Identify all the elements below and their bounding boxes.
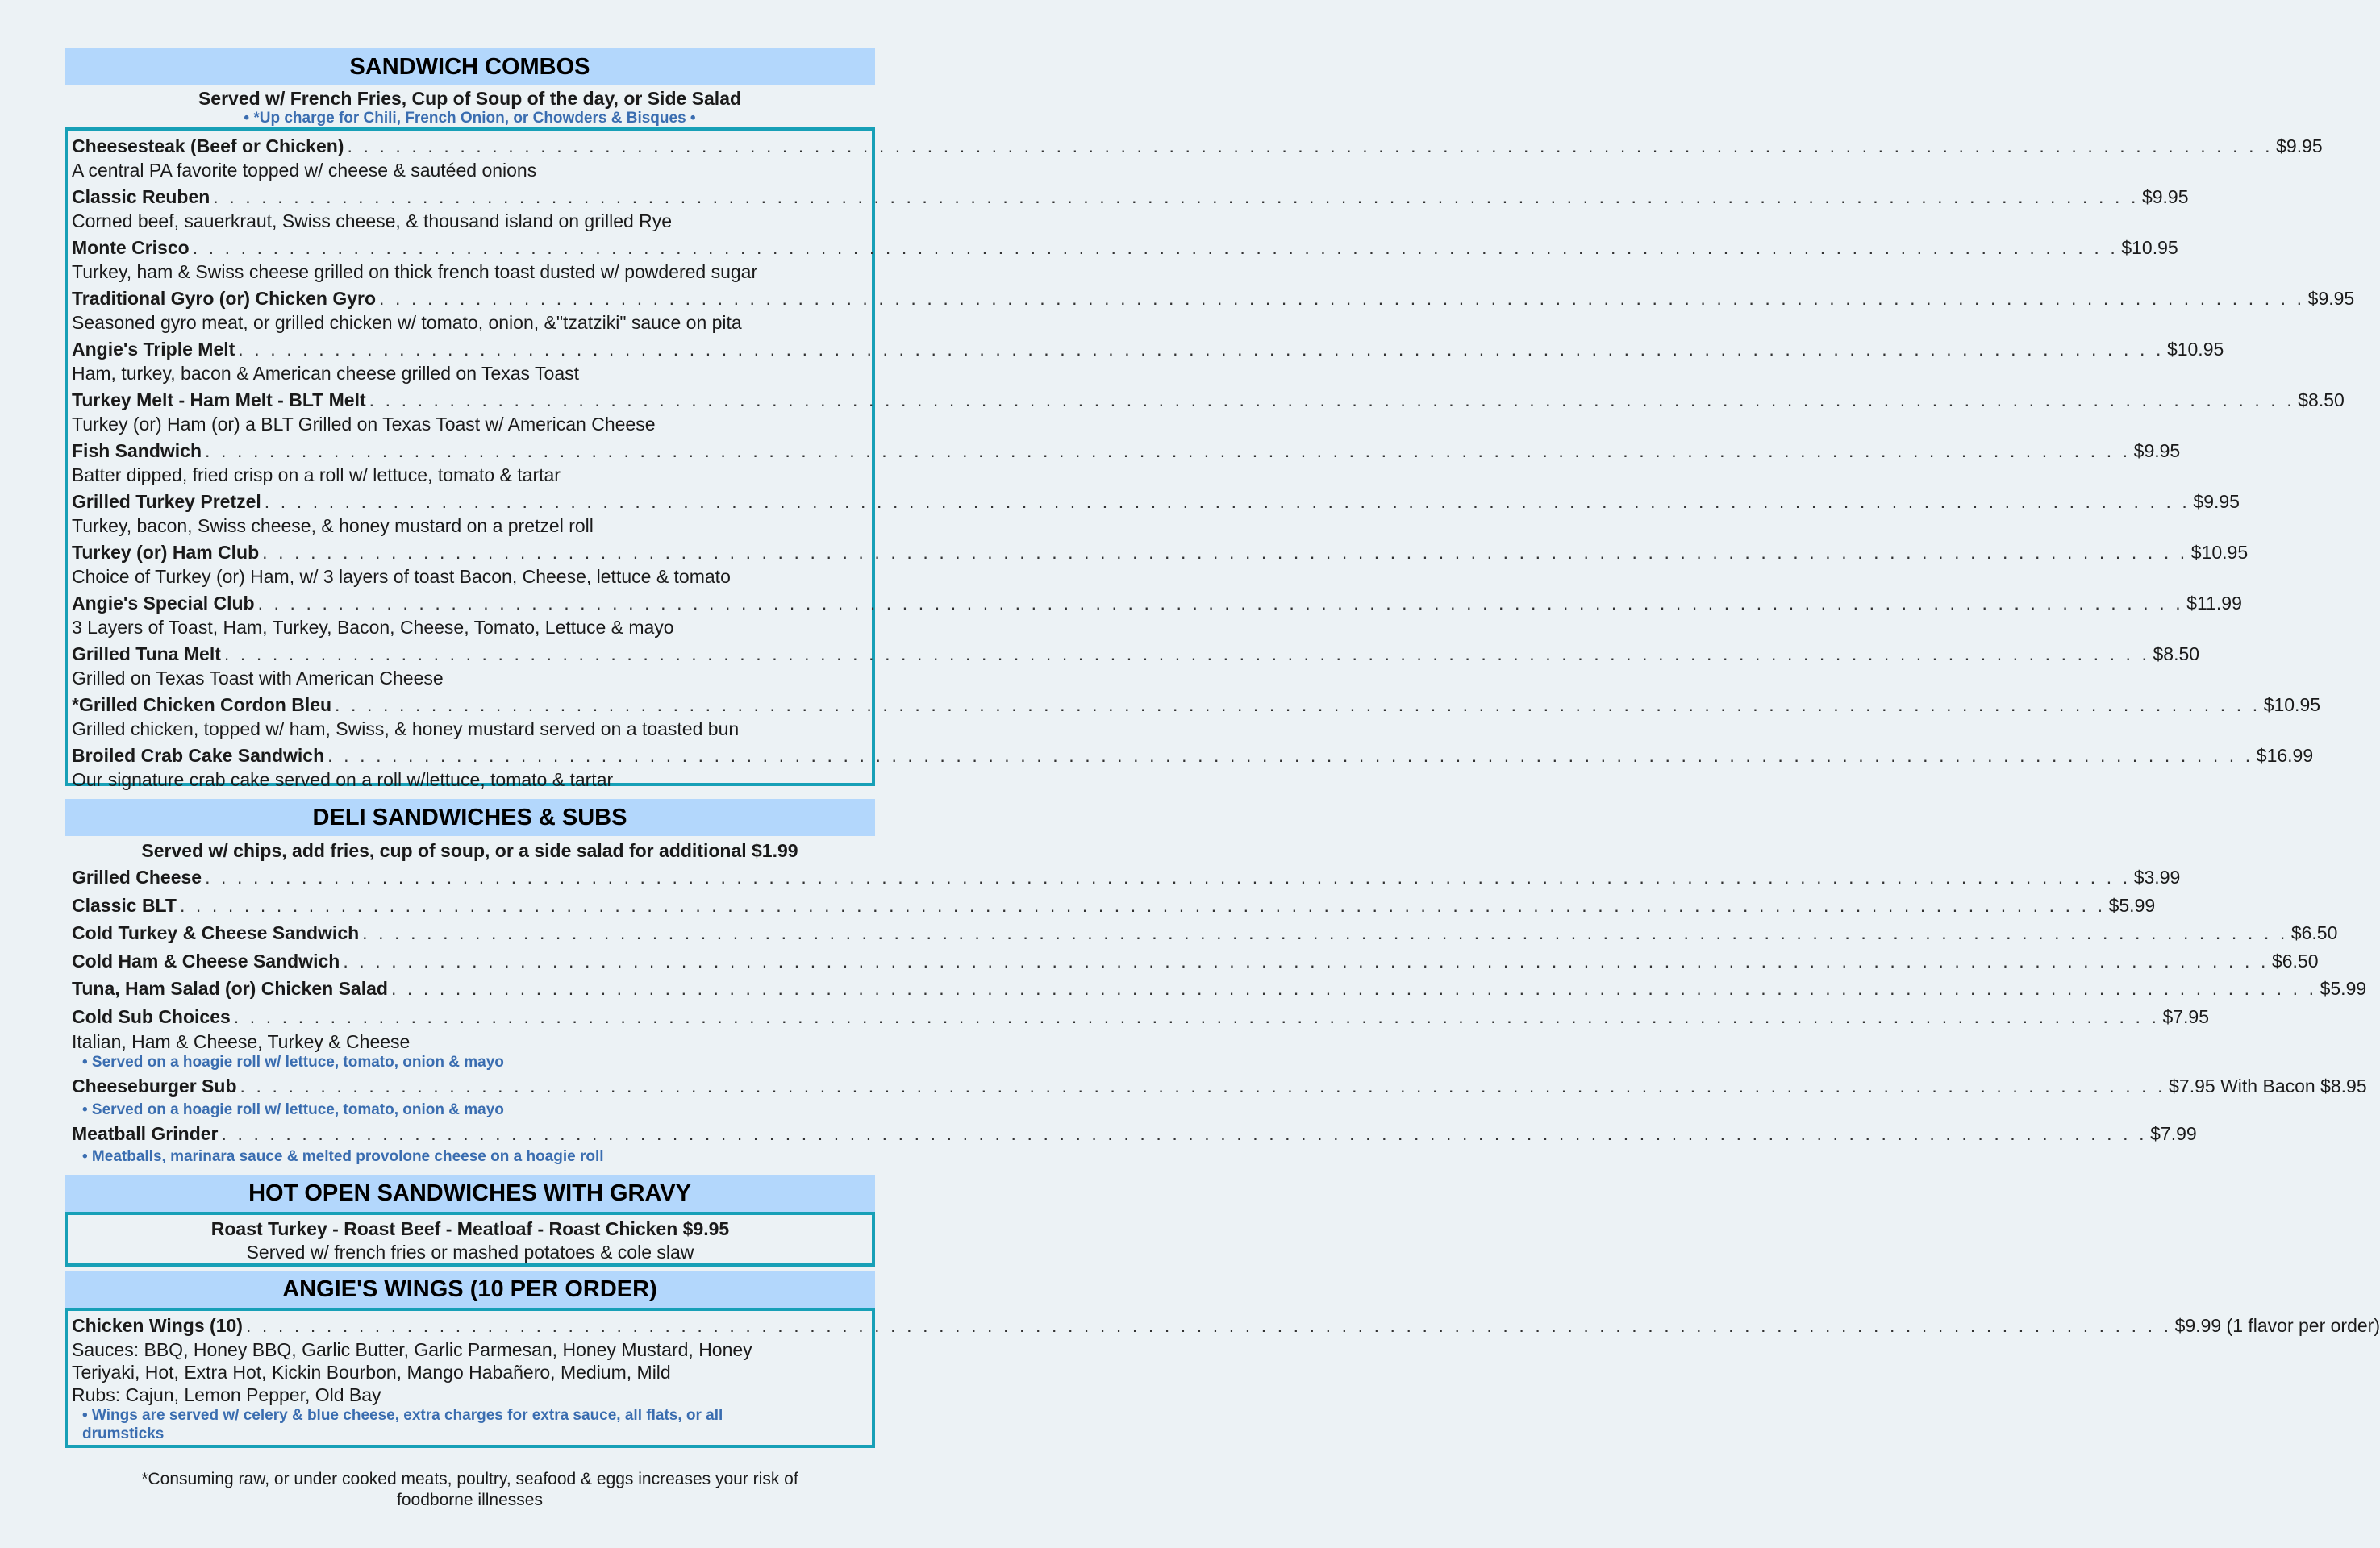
menu-item-name: Cheesesteak (Beef or Chicken) (72, 135, 344, 156)
menu-item-price: $3.99 (2133, 867, 2181, 888)
sandwich-combos-upcharge-note: • *Up charge for Chili, French Onion, or Chowders & Bisques • (244, 110, 696, 127)
menu-item (72, 388, 2345, 439)
menu-item-row (72, 388, 2345, 413)
leader-dots: . . . . . . . . . . . . . . . . . . . . . . . . . . . . . . . . . . . . . . . . . . . . . . . . . . . . . . . . . . . . . . . . . . . . . . . . . . . . . . . . . . . . . . . . . . . . . . . . . . . . . . . . . . . . . . . . . . . . . . . . (205, 440, 2131, 461)
leader-dots: . . . . . . . . . . . . . . . . . . . . . . . . . . . . . . . . . . . . . . . . . . . . . . . . . . . . . . . . . . . . . . . . . . . . . . . . . . . . . . . . . . . . . . . . . . . . . . . . . . . . . . . . . . . . . . . . . . . . . . . . (213, 186, 2139, 207)
menu-item-description: Grilled chicken, topped w/ ham, Swiss, & honey mustard served on a toasted bun (72, 718, 740, 739)
menu-item (72, 919, 2338, 947)
wings-name: Chicken Wings (10) (72, 1315, 243, 1336)
menu-item-price: $6.50 (2290, 922, 2338, 943)
wings-box (65, 1308, 2380, 1448)
leader-dots: . . . . . . . . . . . . . . . . . . . . . . . . . . . . . . . . . . . . . . . . . . . . . . . . . . . . . . . . . . . . . . . . . . . . . . . . . . . . . . . . . . . . . . . . . . . . . . . . . . . . . . . . . . . . . . . . . . . . . . . . (264, 491, 2190, 512)
menu-item-name: Cold Sub Choices (72, 1005, 231, 1027)
menu-item-price: $9.95 (2193, 491, 2240, 512)
leader-dots: . . . . . . . . . . . . . . . . . . . . . . . . . . . . . . . . . . . . . . . . . . . . . . . . . . . . . . . . . . . . . . . . . . . . . . . . . . . . . . . . . . . . . . . . . . . . . . . . . . . . . . . . . . . . . . . . . . . . . . . . (221, 1122, 2148, 1144)
menu-item-price: $16.99 (2256, 745, 2314, 766)
hot-open-sides: Served w/ french fries or mashed potatoes & cole slaw (246, 1242, 694, 1263)
leader-dots: . . . . . . . . . . . . . . . . . . . . . . . . . . . . . . . . . . . . . . . . . . . . . . . . . . . . . . . . . . . . . . . . . . . . . . . . . . . . . . . . . . . . . . . . . . . . . . . . . . . . . . . . . . . . . . . . . . . . . . . . (192, 237, 2119, 258)
menu-item-description: Turkey, ham & Swiss cheese grilled on thick french toast dusted w/ powdered sugar (72, 261, 758, 282)
deli-title: DELI SANDWICHES & SUBS (65, 799, 875, 836)
menu-item-description: Grilled on Texas Toast with American Cheese (72, 668, 444, 689)
menu-item-name: Monte Crisco (72, 237, 190, 258)
menu-item-name: *Grilled Chicken Cordon Bleu (72, 694, 332, 715)
deli-list (65, 862, 2367, 1167)
hot-open-items: Roast Turkey - Roast Beef - Meatloaf - Roast Chicken $9.95 (210, 1218, 730, 1239)
sandwich-combos-title: SANDWICH COMBOS (65, 48, 875, 85)
menu-item-row (72, 489, 2240, 514)
wings-sauces-line-1: Sauces: BBQ, Honey BBQ, Garlic Butter, Garlic Parmesan, Honey Mustard, Honey (72, 1339, 752, 1360)
menu-item-price: $9.95 (2141, 186, 2189, 207)
menu-item-row (72, 337, 2224, 362)
wings-note-line-1: • Wings are served w/ celery & blue cheese, extra charges for extra sauce, all flats, or all (82, 1407, 723, 1424)
leader-dots: . . . . . . . . . . . . . . . . . . . . . . . . . . . . . . . . . . . . . . . . . . . . . . . . . . . . . . . . . . . . . . . . . . . . . . . . . . . . . . . . . . . . . . . . . . . . . . . . . . . . . . . . . . . . . . . . . . . . . . . . (379, 288, 2305, 309)
menu-item-note: • Served on a hoagie roll w/ lettuce, tomato, onion & mayo (82, 1054, 504, 1071)
menu-item-price: $10.95 (2263, 694, 2321, 715)
menu-item-description: Choice of Turkey (or) Ham, w/ 3 layers of toast Bacon, Cheese, lettuce & tomato (72, 566, 731, 587)
leader-dots: . . . . . . . . . . . . . . . . . . . . . . . . . . . . . . . . . . . . . . . . . . . . . . . . . . . . . . . . . . . . . . . . . . . . . . . . . . . . . . . . . . . . . . . . . . . . . . . . . . . . . . . . . . . . . . . . . . . . . . . . (343, 950, 2269, 972)
menu-item-name: Angie's Special Club (72, 593, 255, 614)
menu-item-description: Corned beef, sauerkraut, Swiss cheese, & thousand island on grilled Rye (72, 210, 673, 231)
menu-item (72, 863, 2181, 892)
sandwich-combos-section (65, 48, 2355, 790)
menu-item (72, 1003, 2209, 1073)
menu-item (72, 439, 2181, 489)
wings-section (65, 1271, 2380, 1448)
leader-dots: . . . . . . . . . . . . . . . . . . . . . . . . . . . . . . . . . . . . . . . . . . . . . . . . . . . . . . . . . . . . . . . . . . . . . . . . . . . . . . . . . . . . . . . . . . . . . . . . . . . . . . . . . . . . . . . . . . . . . . . . (369, 389, 2295, 410)
menu-item-note: • Served on a hoagie roll w/ lettuce, tomato, onion & mayo (82, 1101, 504, 1118)
menu-item-price: $10.95 (2190, 542, 2249, 563)
menu-item-row (72, 1072, 2367, 1101)
footer-disclaimer (65, 1469, 875, 1511)
leader-dots: . . . . . . . . . . . . . . . . . . . . . . . . . . . . . . . . . . . . . . . . . . . . . . . . . . . . . . . . . . . . . . . . . . . . . . . . . . . . . . . . . . . . . . . . . . . . . . . . . . . . . . . . . . . . . . . . . . . . . . . . (262, 542, 2188, 563)
menu-item-name: Angie's Triple Melt (72, 339, 235, 360)
menu-item-description: Turkey, bacon, Swiss cheese, & honey mustard on a pretzel roll (72, 515, 594, 536)
menu-item-name: Cheeseburger Sub (72, 1076, 237, 1096)
menu-item (72, 743, 2314, 794)
leader-dots: . . . . . . . . . . . . . . . . . . . . . . . . . . . . . . . . . . . . . . . . . . . . . . . . . . . . . . . . . . . . . . . . . . . . . . . . . . . . . . . . . . . . . . . . . . . . . . . . . . . . . . . . . . . . . . . . . . . . . . . . (257, 593, 2184, 614)
leader-dots: . . . . . . . . . . . . . . . . . . . . . . . . . . . . . . . . . . . . . . . . . . . . . . . . . . . . . . . . . . . . . . . . . . . . . . . . . . . . . . . . . . . . . . . . . . . . . . . . . . . . . . . . . . . . . . . . . . . . . . . . (335, 694, 2261, 715)
leader-dots: . . . . . . . . . . . . . . . . . . . . . . . . . . . . . . . . . . . . . . . . . . . . . . . . . . . . . . . . . . . . . . . . . . . . . . . . . . . . . . . . . . . . . . . . . . . . . . . . . . . . . . . . . . . . . . . . . . . . . . . . (238, 339, 2164, 360)
leader-dots: . . . . . . . . . . . . . . . . . . . . . . . . . . . . . . . . . . . . . . . . . . . . . . . . . . . . . . . . . . . . . . . . . . . . . . . . . . . . . . . . . . . . . . . . . . . . . . . . . . . . . . . . . . . . . . . . . . . . . . . . (362, 922, 2288, 943)
deli-subtitle: Served w/ chips, add fries, cup of soup, or a side salad for additional $1.99 (141, 840, 798, 861)
hot-open-section (65, 1175, 875, 1267)
menu-item-row (72, 439, 2181, 464)
menu-item (72, 693, 2321, 743)
footer-line-2: foodborne illnesses (397, 1491, 543, 1509)
menu-item (72, 947, 2319, 976)
menu-item (72, 540, 2249, 591)
menu-item-price: $5.99 (2320, 978, 2367, 999)
menu-item (72, 975, 2367, 1003)
menu-item-description: 3 Layers of Toast, Ham, Turkey, Bacon, Cheese, Tomato, Lettuce & mayo (72, 617, 674, 638)
menu-item-name: Turkey Melt - Ham Melt - BLT Melt (72, 389, 366, 410)
leader-dots: . . . . . . . . . . . . . . . . . . . . . . . . . . . . . . . . . . . . . . . . . . . . . . . . . . . . . . . . . . . . . . . . . . . . . . . . . . . . . . . . . . . . . . . . . . . . . . . . . . . . . . . . . . . . . . . . . . . . . . . . (205, 867, 2131, 888)
footer-line-1: *Consuming raw, or under cooked meats, poultry, seafood & eggs increases your risk of (141, 1470, 798, 1488)
menu-item-price: $5.99 (2108, 894, 2156, 916)
menu-item-row (72, 1003, 2209, 1031)
leader-dots: . . . . . . . . . . . . . . . . . . . . . . . . . . . . . . . . . . . . . . . . . . . . . . . . . . . . . . . . . . . . . . . . . . . . . . . . . . . . . . . . . . . . . . . . . . . . . . . . . . . . . . . . . . . . . . . . . . . . . . . . (179, 894, 2106, 916)
hot-open-box (65, 1212, 875, 1267)
menu-item-name: Grilled Tuna Melt (72, 643, 221, 664)
menu-item-price: $7.95 With Bacon $8.95 (2169, 1076, 2367, 1096)
menu-item-row (72, 235, 2178, 260)
wings-sauces-line-2: Teriyaki, Hot, Extra Hot, Kickin Bourbon, Mango Habañero, Medium, Mild (72, 1362, 671, 1383)
wings-leader-dots: . . . . . . . . . . . . . . . . . . . . . . . . . . . . . . . . . . . . . . . . . . . . . . . . . . . . . . . . . . . . . . . . . . . . . . . . . . . . . . . . . . . . . . . . . . . . . . . . . . . . . . . . . . . . . . . . . . . . . . . . (245, 1315, 2172, 1336)
menu-item-description: Seasoned gyro meat, or grilled chicken w/ tomato, onion, &"tzatziki" sauce on pita (72, 312, 742, 333)
menu-item-row (72, 591, 2242, 616)
menu-item (72, 489, 2240, 540)
menu-item-name: Meatball Grinder (72, 1122, 219, 1144)
menu-item-price: $9.95 (2307, 288, 2355, 309)
menu-item-row (72, 540, 2249, 565)
leader-dots: . . . . . . . . . . . . . . . . . . . . . . . . . . . . . . . . . . . . . . . . . . . . . . . . . . . . . . . . . . . . . . . . . . . . . . . . . . . . . . . . . . . . . . . . . . . . . . . . . . . . . . . . . . . . . . . . . . . . . . . . (390, 978, 2317, 999)
menu-item-row (72, 642, 2200, 667)
menu-item-name: Cold Ham & Cheese Sandwich (72, 950, 340, 972)
menu-item-price: $8.50 (2153, 643, 2200, 664)
menu-item-price: $6.50 (2271, 950, 2319, 972)
menu-item (72, 286, 2355, 337)
leader-dots: . . . . . . . . . . . . . . . . . . . . . . . . . . . . . . . . . . . . . . . . . . . . . . . . . . . . . . . . . . . . . . . . . . . . . . . . . . . . . . . . . . . . . . . . . . . . . . . . . . . . . . . . . . . . . . . . . . . . . . . . (240, 1076, 2166, 1096)
menu-item-row (72, 1120, 2197, 1148)
menu-item-row (72, 693, 2321, 718)
menu-item-row (72, 863, 2181, 892)
menu-item-description: Ham, turkey, bacon & American cheese grilled on Texas Toast (72, 363, 579, 384)
menu-item-price: $10.95 (2121, 237, 2178, 258)
menu-item (72, 892, 2156, 920)
menu-item (72, 1072, 2367, 1120)
menu-item-price: $9.95 (2133, 440, 2181, 461)
menu-item-name: Broiled Crab Cake Sandwich (72, 745, 325, 766)
sandwich-combos-list (65, 127, 2355, 790)
menu-item-name: Cold Turkey & Cheese Sandwich (72, 922, 360, 943)
menu-item-price: $9.95 (2276, 135, 2323, 156)
menu-item-name: Tuna, Ham Salad (or) Chicken Salad (72, 978, 388, 999)
menu-item-note: • Meatballs, marinara sauce & melted provolone cheese on a hoagie roll (82, 1148, 604, 1165)
menu-item-price: $8.50 (2298, 389, 2345, 410)
menu-item-description: Turkey (or) Ham (or) a BLT Grilled on Texas Toast w/ American Cheese (72, 414, 656, 435)
hot-open-title: HOT OPEN SANDWICHES WITH GRAVY (65, 1175, 875, 1212)
wings-rubs: Rubs: Cajun, Lemon Pepper, Old Bay (72, 1384, 381, 1405)
menu-item-description: A central PA favorite topped w/ cheese & sautéed onions (72, 160, 537, 181)
menu-item-row (72, 185, 2189, 210)
menu-item-name: Grilled Turkey Pretzel (72, 491, 261, 512)
wings-title: ANGIE'S WINGS (10 PER ORDER) (65, 1271, 875, 1308)
menu-item-name: Fish Sandwich (72, 440, 202, 461)
menu-item-row (72, 947, 2319, 976)
menu-item-row (72, 975, 2367, 1003)
menu-item-row (72, 892, 2156, 920)
menu-item-price: $7.99 (2150, 1122, 2197, 1144)
wings-row (72, 1313, 2380, 1338)
menu-item-row (72, 286, 2355, 311)
menu-item-description: Italian, Ham & Cheese, Turkey & Cheese (72, 1031, 411, 1052)
menu-item-row (72, 919, 2338, 947)
menu-item (72, 1120, 2197, 1167)
menu-item-row (72, 134, 2323, 159)
leader-dots: . . . . . . . . . . . . . . . . . . . . . . . . . . . . . . . . . . . . . . . . . . . . . . . . . . . . . . . . . . . . . . . . . . . . . . . . . . . . . . . . . . . . . . . . . . . . . . . . . . . . . . . . . . . . . . . . . . . . . . . . (233, 1005, 2160, 1027)
menu-item-price: $10.95 (2166, 339, 2224, 360)
menu-item (72, 134, 2323, 185)
menu-item-price: $11.99 (2186, 593, 2242, 614)
menu-item (72, 337, 2224, 388)
menu-item (72, 591, 2242, 642)
menu-item-name: Traditional Gyro (or) Chicken Gyro (72, 288, 377, 309)
menu-item-row (72, 743, 2314, 768)
menu-item-price: $7.95 (2162, 1005, 2209, 1027)
wings-price: $9.99 (1 flavor per order) (2174, 1315, 2380, 1336)
menu-item-name: Turkey (or) Ham Club (72, 542, 260, 563)
leader-dots: . . . . . . . . . . . . . . . . . . . . . . . . . . . . . . . . . . . . . . . . . . . . . . . . . . . . . . . . . . . . . . . . . . . . . . . . . . . . . . . . . . . . . . . . . . . . . . . . . . . . . . . . . . . . . . . . . . . . . . . . (327, 745, 2253, 766)
menu-item (72, 185, 2189, 235)
menu-item (72, 642, 2200, 693)
menu-item-description: Our signature crab cake served on a roll w/lettuce, tomato & tartar (72, 769, 614, 790)
leader-dots: . . . . . . . . . . . . . . . . . . . . . . . . . . . . . . . . . . . . . . . . . . . . . . . . . . . . . . . . . . . . . . . . . . . . . . . . . . . . . . . . . . . . . . . . . . . . . . . . . . . . . . . . . . . . . . . . . . . . . . . . (223, 643, 2150, 664)
leader-dots: . . . . . . . . . . . . . . . . . . . . . . . . . . . . . . . . . . . . . . . . . . . . . . . . . . . . . . . . . . . . . . . . . . . . . . . . . . . . . . . . . . . . . . . . . . . . . . . . . . . . . . . . . . . . . . . . . . . . . . . . (347, 135, 2274, 156)
menu-item-name: Classic BLT (72, 894, 177, 916)
deli-section (65, 799, 2367, 1167)
menu-item-name: Classic Reuben (72, 186, 210, 207)
menu-item-description: Batter dipped, fried crisp on a roll w/ lettuce, tomato & tartar (72, 464, 561, 485)
menu-item (72, 235, 2178, 286)
sandwich-combos-subtitle: Served w/ French Fries, Cup of Soup of the day, or Side Salad (198, 88, 742, 109)
menu-item-name: Grilled Cheese (72, 867, 202, 888)
wings-note-line-2: drumsticks (82, 1425, 165, 1442)
